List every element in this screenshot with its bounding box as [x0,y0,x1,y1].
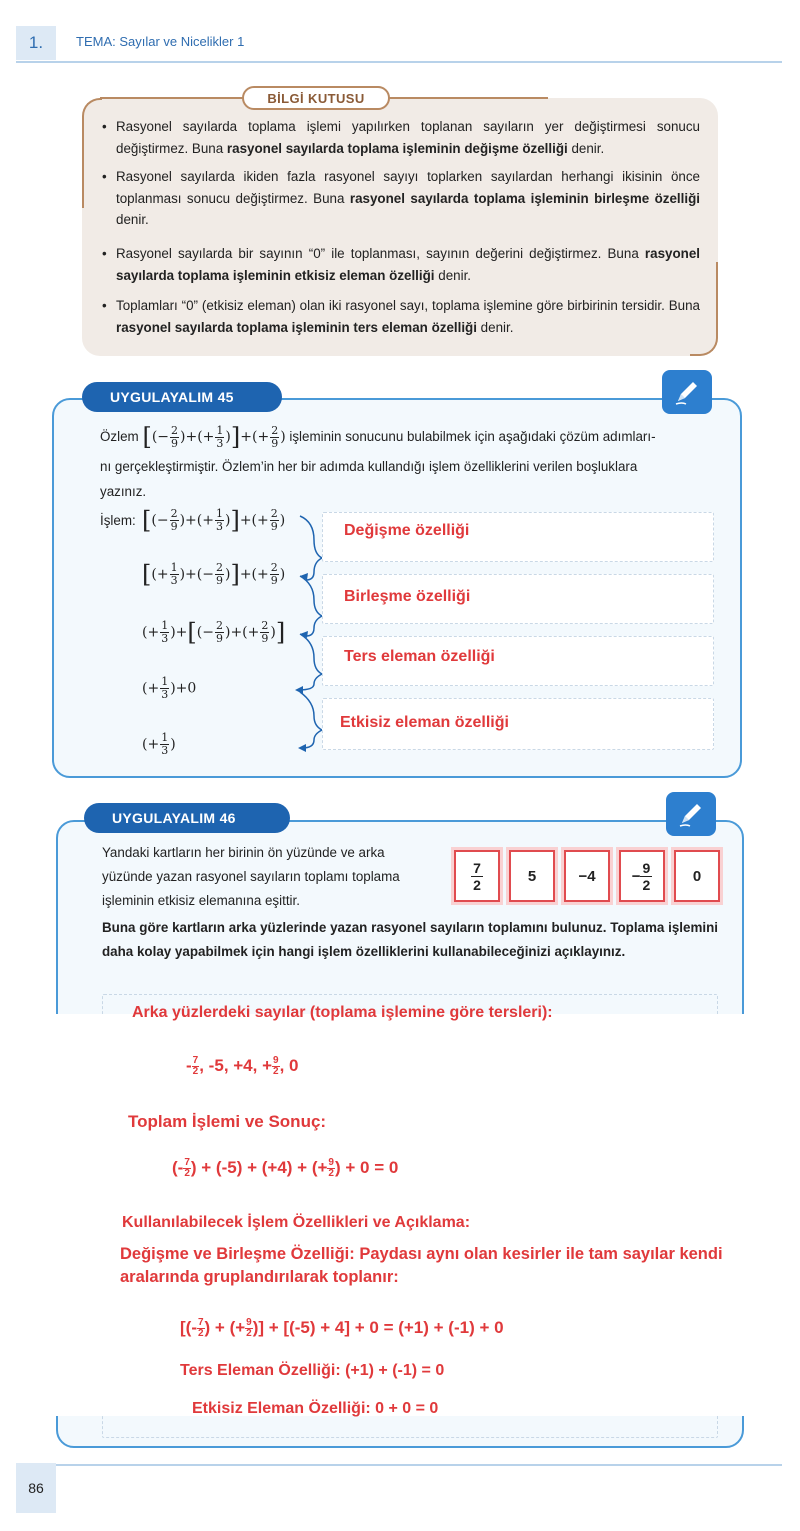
answer-text-4: Etkisiz eleman özelliği [340,714,509,731]
exercise-46-title: UYGULAYALIM 46 [84,803,290,833]
card-3: −4 [564,850,610,902]
solution-heading-3: Kullanılabilecek İşlem Özellikleri ve Açıklama: [122,1214,471,1231]
solution-heading-1: Arka yüzlerdeki sayılar (toplama işlemine göre tersleri): [132,1004,553,1021]
ex46-text-2: yüzünde yazan rasyonel sayıların toplamı toplama [102,869,400,884]
card-4: − $\frac{9}{2}$ [619,850,665,902]
step-5: (+ $\frac{1}{3}$ ) [142,731,176,757]
footer-divider [16,1464,782,1466]
sum-equation: (- $\frac{7}{2}$ ) + (-5) + (+4) + (+ $\frac{9}{2}$ ) + 0 = 0 [172,1157,399,1180]
step-1: [(− $\frac{2}{9}$ )+(+ $\frac{1}{3}$ )]+(+ $\frac{2}{9}$ ) [142,506,286,535]
step-4: (+ $\frac{1}{3}$ )+0 [142,675,197,701]
header-divider [16,61,782,63]
card-1: 7 2 [454,850,500,902]
step-2: [(+ $\frac{1}{3}$ )+(− $\frac{2}{9}$ )]+(+ $\frac{2}{9}$ ) [142,560,286,589]
answer-text-3: Ters eleman özelliği [344,648,495,665]
pencil-icon [662,370,712,414]
theme-title: TEMA: Sayılar ve Nicelikler 1 [76,34,245,49]
ex46-question: Buna göre kartların arka yüzlerinde yazan rasyonel sayıların toplamını bulunuz. Toplama işlemini daha kolay yapabilmek için hangi işlem özelliklerini kullanabileceğinizi açıklayınız. [102,920,718,959]
ex46-text-1: Yandaki kartların her birinin ön yüzünde ve arka [102,845,385,860]
info-box-left-border [82,98,102,208]
card-2: 5 [509,850,555,902]
pencil-icon [666,792,716,836]
answer-text-2: Birleşme özelliği [344,588,471,605]
ex46-text-3: işleminin etkisiz elemanına eşittir. [102,893,300,908]
info-bullet-commutative: • Rasyonel sayılarda toplama işlemi yapılırken toplanan sayıların yer değiştirmesi sonucu değiştirmez. Buna rasyonel sayılarda toplama işleminin değişme özelliği denir. [102,116,700,159]
intro-expression: [(− $\frac{2}{9}$ )+(+ $\frac{1}{3}$ )]+(+ $\frac{2}{9}$ ) [142,423,286,451]
identity-property-line: Etkisiz Eleman Özelliği: 0 + 0 = 0 [192,1400,439,1417]
solution-description: Değişme ve Birleşme Özelliği: Paydası aynı olan kesirler ile tam sayılar kendi aralarında gruplandırılarak toplanır: [120,1245,723,1286]
answer-text-1: Değişme özelliği [344,522,470,539]
back-values: - $\frac{7}{2}$ , -5, +4, + $\frac{9}{2}$ , 0 [186,1055,299,1078]
exercise-45-intro: Özlem [(− $\frac{2}{9}$ )+(+ $\frac{1}{3}$ )]+(+ $\frac{2}{9}$ ) işleminin sonucunu bulabilmek için aşağıdaki çözüm adımları- [100,423,656,451]
solution-heading-2: Toplam İşlemi ve Sonuç: [128,1112,327,1131]
info-bullet-inverse: • Toplamları “0” (etkisiz eleman) olan iki rasyonel sayı, toplama işlemine göre birbirinin tersidir. Buna rasyonel sayılarda toplama işleminin ters eleman özelliği denir. [102,295,700,338]
grouping-equation: [(- $\frac{7}{2}$ ) + (+ $\frac{9}{2}$ )] + [(-5) + 4] + 0 = (+1) + (-1) + 0 [180,1317,504,1340]
inverse-property-line: Ters Eleman Özelliği: (+1) + (-1) = 0 [180,1362,445,1379]
step-braces [292,512,326,760]
exercise-45-intro-line2: nı gerçekleştirmiştir. Özlem’in her bir adımda kullandığı işlem özelliklerini verilen boşluklara [100,459,638,474]
islem-label: İşlem: [100,513,136,528]
step-3: (+ $\frac{1}{3}$ )+[(− $\frac{2}{9}$ )+(+ $\frac{2}{9}$ )] [142,618,286,647]
exercise-45-title: UYGULAYALIM 45 [82,382,282,412]
chapter-number: 1. [16,26,56,60]
page-number: 86 [16,1463,56,1513]
info-bullet-identity: • Rasyonel sayılarda bir sayının “0” ile toplanması, sayının değerini değiştirmez. Buna rasyonel sayılarda toplama işleminin etkisiz eleman özelliği denir. [102,243,700,286]
card-5: 0 [674,850,720,902]
info-bullet-associative: • Rasyonel sayılarda ikiden fazla rasyonel sayıyı toplarken sayılardan herhangi ikisinin önce toplanması sonucu değiştirmez. Buna rasyonel sayılarda toplama işleminin birleşme özelliği denir. [102,166,700,231]
info-box-title: BİLGİ KUTUSU [242,86,390,110]
exercise-45-intro-line3: yazınız. [100,484,147,499]
